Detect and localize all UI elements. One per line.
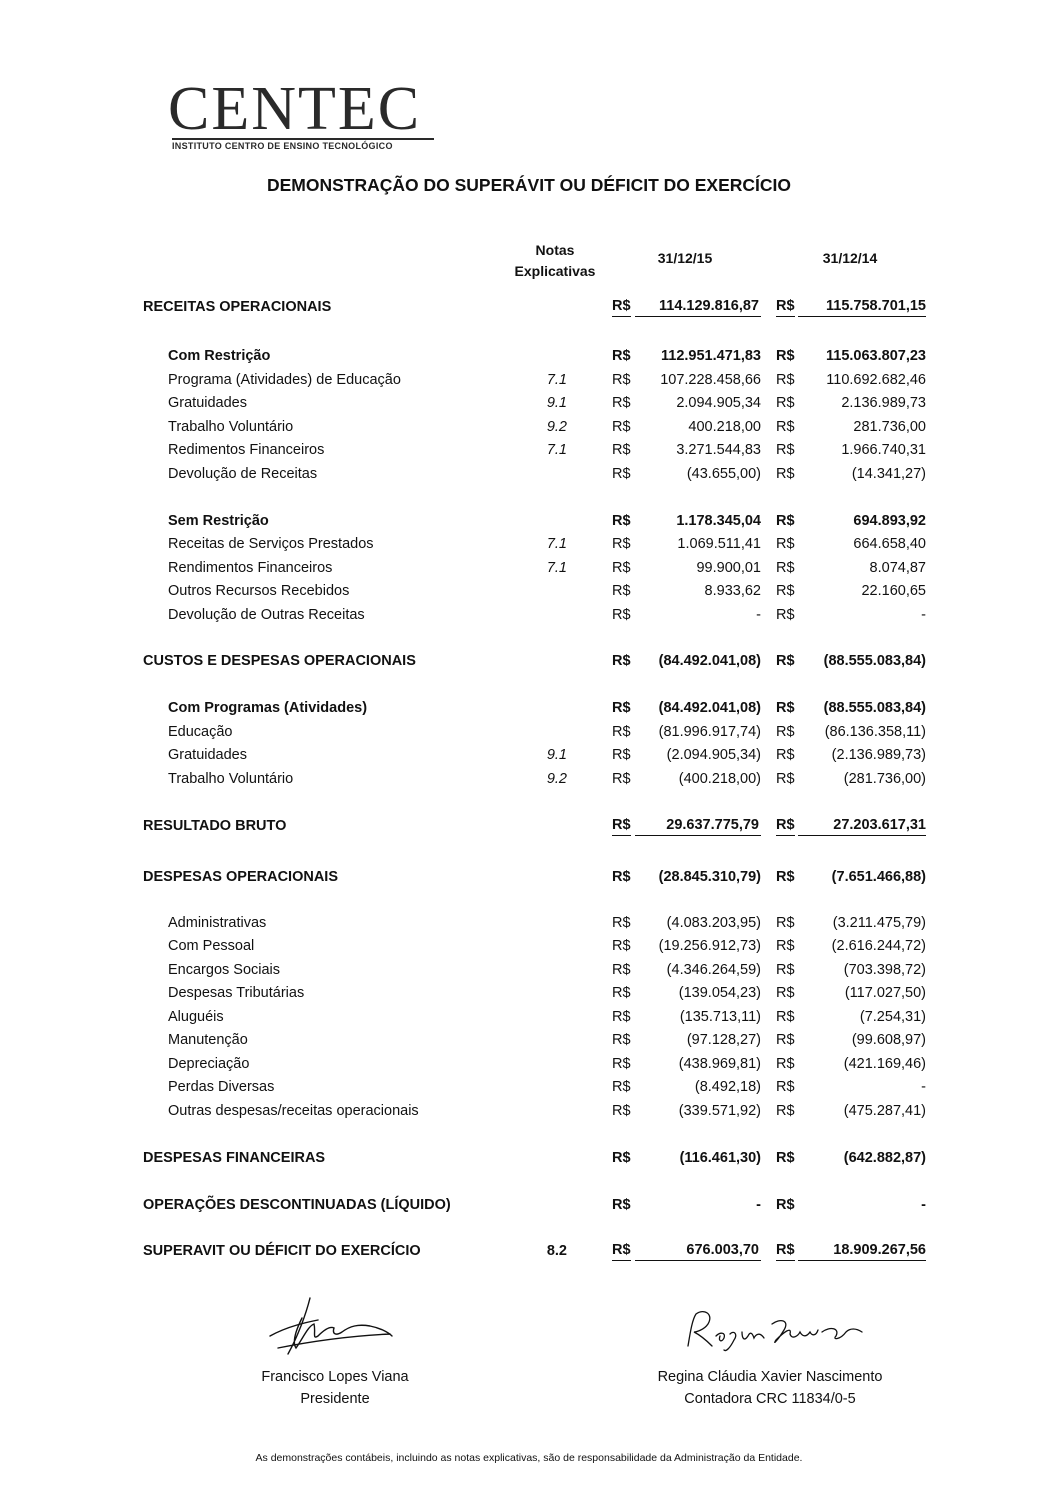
document-title: DEMONSTRAÇÃO DO SUPERÁVIT OU DÉFICIT DO EXERCÍCIO — [266, 175, 792, 195]
row-currency-2015: R$ — [612, 747, 631, 763]
row-currency-2014: R$ — [776, 607, 795, 623]
row-value-2015: (2.094.905,34) — [666, 747, 761, 763]
row-currency-2014: R$ — [776, 985, 795, 1001]
row-value-2015: (8.492,18) — [694, 1079, 761, 1095]
row-value-2014: 8.074,87 — [869, 560, 926, 576]
row-currency-2014: R$ — [776, 395, 795, 411]
table-row — [0, 866, 1058, 888]
row-note: 9.2 — [546, 771, 567, 787]
row-value-2014: 1.966.740,31 — [841, 442, 926, 458]
row-currency-2014: R$ — [776, 583, 795, 599]
row-currency-2015: R$ — [612, 296, 631, 317]
row-label: Despesas Tributárias — [168, 985, 305, 1001]
table-row — [0, 1053, 1058, 1075]
table-row — [0, 557, 1058, 579]
header-col-2014: 31/12/14 — [822, 250, 878, 266]
row-value-2015: 400.218,00 — [688, 419, 761, 435]
row-label: Trabalho Voluntário — [168, 419, 294, 435]
row-value-2014: 664.658,40 — [853, 536, 926, 552]
table-row — [0, 1029, 1058, 1051]
row-currency-2015: R$ — [612, 700, 631, 716]
table-row — [0, 533, 1058, 555]
row-currency-2014: R$ — [776, 747, 795, 763]
row-label: Educação — [168, 724, 233, 740]
table-row — [0, 1100, 1058, 1122]
row-currency-2015: R$ — [612, 1240, 631, 1261]
row-currency-2014: R$ — [776, 815, 795, 836]
table-row — [0, 510, 1058, 532]
row-label: Depreciação — [168, 1056, 250, 1072]
signer-role: Presidente — [300, 1391, 370, 1407]
table-row — [0, 912, 1058, 934]
row-value-2015: (81.996.917,74) — [658, 724, 761, 740]
row-value-2014: - — [921, 607, 926, 623]
header-col-2015: 31/12/15 — [657, 250, 713, 266]
table-row — [0, 296, 1058, 318]
row-value-2015: (400.218,00) — [678, 771, 761, 787]
row-currency-2015: R$ — [612, 653, 631, 669]
row-label: RECEITAS OPERACIONAIS — [143, 299, 332, 315]
row-value-2015: (19.256.912,73) — [658, 938, 761, 954]
row-currency-2014: R$ — [776, 1150, 795, 1166]
row-currency-2015: R$ — [612, 583, 631, 599]
row-note: 9.1 — [546, 395, 567, 411]
row-currency-2014: R$ — [776, 296, 795, 317]
row-currency-2015: R$ — [612, 607, 631, 623]
row-value-2015: - — [756, 1197, 761, 1213]
table-row — [0, 697, 1058, 719]
row-value-2014: (281.736,00) — [843, 771, 926, 787]
row-value-2015: (84.492.041,08) — [658, 653, 761, 669]
row-currency-2015: R$ — [612, 869, 631, 885]
table-row — [0, 345, 1058, 367]
logo-wordmark: CENTEC — [168, 75, 422, 143]
row-currency-2014: R$ — [776, 1197, 795, 1213]
table-row — [0, 1076, 1058, 1098]
table-row — [0, 1240, 1058, 1262]
row-value-2015: (84.492.041,08) — [658, 700, 761, 716]
row-value-2014: (88.555.083,84) — [823, 700, 926, 716]
table-row — [0, 416, 1058, 438]
row-label: Devolução de Receitas — [168, 466, 318, 482]
row-value-2015: (4.083.203,95) — [666, 915, 761, 931]
row-label: Programa (Atividades) de Educação — [168, 372, 401, 388]
table-row — [0, 815, 1058, 837]
row-currency-2015: R$ — [612, 915, 631, 931]
row-value-2015: 114.129.816,87 — [635, 296, 761, 317]
row-value-2015: (43.655,00) — [686, 466, 761, 482]
signer-name: Regina Cláudia Xavier Nascimento — [657, 1369, 883, 1385]
row-currency-2014: R$ — [776, 724, 795, 740]
row-value-2014: 281.736,00 — [853, 419, 926, 435]
row-value-2014: (7.254,31) — [859, 1009, 926, 1025]
row-currency-2014: R$ — [776, 771, 795, 787]
row-value-2014: - — [921, 1197, 926, 1213]
row-value-2014: 115.063.807,23 — [826, 348, 926, 364]
signature-francisco-drawing — [258, 1296, 398, 1358]
row-value-2015: (135.713,11) — [679, 1009, 761, 1025]
row-currency-2014: R$ — [776, 348, 795, 364]
row-currency-2015: R$ — [612, 771, 631, 787]
row-label: Devolução de Outras Receitas — [168, 607, 365, 623]
row-label: Com Programas (Atividades) — [168, 700, 368, 716]
row-value-2014: - — [921, 1079, 926, 1095]
table-row — [0, 768, 1058, 790]
row-currency-2015: R$ — [612, 1103, 631, 1119]
row-label: Outros Recursos Recebidos — [168, 583, 350, 599]
row-currency-2014: R$ — [776, 700, 795, 716]
row-note: 7.1 — [546, 372, 567, 388]
row-value-2014: (475.287,41) — [843, 1103, 926, 1119]
row-label: Com Pessoal — [168, 938, 255, 954]
row-value-2014: 27.203.617,31 — [798, 815, 926, 836]
row-currency-2014: R$ — [776, 653, 795, 669]
row-currency-2014: R$ — [776, 1103, 795, 1119]
row-currency-2015: R$ — [612, 1079, 631, 1095]
row-label: Sem Restrição — [168, 513, 269, 529]
row-value-2015: (339.571,92) — [678, 1103, 761, 1119]
row-value-2014: 694.893,92 — [853, 513, 926, 529]
row-value-2015: 676.003,70 — [635, 1240, 761, 1261]
row-value-2015: - — [756, 607, 761, 623]
row-currency-2014: R$ — [776, 560, 795, 576]
row-currency-2014: R$ — [776, 938, 795, 954]
row-value-2014: (3.211.475,79) — [832, 915, 926, 931]
row-currency-2015: R$ — [612, 1197, 631, 1213]
row-label: Gratuidades — [168, 747, 247, 763]
row-value-2014: 2.136.989,73 — [841, 395, 926, 411]
row-currency-2014: R$ — [776, 442, 795, 458]
row-currency-2014: R$ — [776, 466, 795, 482]
row-note: 9.2 — [546, 419, 567, 435]
row-value-2014: (703.398,72) — [843, 962, 926, 978]
row-label: Gratuidades — [168, 395, 247, 411]
row-currency-2014: R$ — [776, 1240, 795, 1261]
table-row — [0, 1194, 1058, 1216]
row-currency-2014: R$ — [776, 1079, 795, 1095]
row-label: CUSTOS E DESPESAS OPERACIONAIS — [143, 653, 416, 669]
table-row — [0, 935, 1058, 957]
row-label: Com Restrição — [168, 348, 271, 364]
row-currency-2015: R$ — [612, 985, 631, 1001]
row-currency-2014: R$ — [776, 372, 795, 388]
signer-role: Contadora CRC 11834/0-5 — [684, 1391, 856, 1407]
row-currency-2015: R$ — [612, 724, 631, 740]
table-row — [0, 369, 1058, 391]
row-value-2015: (116.461,30) — [679, 1150, 761, 1166]
row-label: SUPERAVIT OU DÉFICIT DO EXERCÍCIO — [143, 1243, 421, 1259]
table-row — [0, 1006, 1058, 1028]
row-currency-2015: R$ — [612, 1056, 631, 1072]
row-value-2015: 1.069.511,41 — [677, 536, 761, 552]
row-currency-2015: R$ — [612, 395, 631, 411]
row-value-2015: (97.128,27) — [686, 1032, 761, 1048]
row-label: Perdas Diversas — [168, 1079, 275, 1095]
row-label: Receitas de Serviços Prestados — [168, 536, 374, 552]
header-notes-line1: Notas — [535, 242, 575, 258]
row-currency-2015: R$ — [612, 962, 631, 978]
footer-disclaimer: As demonstrações contábeis, incluindo as notas explicativas, são de responsabilidade da Administração da Entidade. — [255, 1452, 803, 1464]
row-currency-2015: R$ — [612, 1150, 631, 1166]
row-value-2014: 110.692.682,46 — [826, 372, 926, 388]
row-note: 7.1 — [546, 442, 567, 458]
signer-name: Francisco Lopes Viana — [261, 1369, 409, 1385]
row-label: DESPESAS FINANCEIRAS — [143, 1150, 326, 1166]
row-note: 8.2 — [546, 1243, 567, 1259]
row-value-2014: (86.136.358,11) — [824, 724, 926, 740]
row-note: 7.1 — [546, 560, 567, 576]
row-value-2014: (2.136.989,73) — [831, 747, 926, 763]
row-label: Encargos Sociais — [168, 962, 281, 978]
row-value-2015: 99.900,01 — [696, 560, 761, 576]
table-row — [0, 721, 1058, 743]
row-value-2014: 22.160,65 — [861, 583, 926, 599]
row-label: Manutenção — [168, 1032, 248, 1048]
row-label: Redimentos Financeiros — [168, 442, 325, 458]
row-currency-2014: R$ — [776, 419, 795, 435]
row-currency-2015: R$ — [612, 513, 631, 529]
row-note: 7.1 — [546, 536, 567, 552]
signature-block-accountant — [620, 1366, 920, 1410]
row-currency-2015: R$ — [612, 938, 631, 954]
row-value-2014: 18.909.267,56 — [798, 1240, 926, 1261]
row-currency-2015: R$ — [612, 442, 631, 458]
row-currency-2014: R$ — [776, 869, 795, 885]
table-row — [0, 982, 1058, 1004]
table-row — [0, 1147, 1058, 1169]
row-note: 9.1 — [546, 747, 567, 763]
row-value-2014: (642.882,87) — [843, 1150, 926, 1166]
row-currency-2015: R$ — [612, 1032, 631, 1048]
header-notes-line2: Explicativas — [514, 263, 596, 279]
row-currency-2015: R$ — [612, 560, 631, 576]
row-currency-2014: R$ — [776, 915, 795, 931]
row-currency-2015: R$ — [612, 466, 631, 482]
row-value-2014: 115.758.701,15 — [798, 296, 926, 317]
logo-subtitle: INSTITUTO CENTRO DE ENSINO TECNOLÓGICO — [172, 138, 434, 151]
row-value-2014: (2.616.244,72) — [831, 938, 926, 954]
row-value-2015: (438.969,81) — [678, 1056, 761, 1072]
row-value-2014: (117.027,50) — [844, 985, 926, 1001]
table-row — [0, 580, 1058, 602]
row-label: RESULTADO BRUTO — [143, 818, 287, 834]
row-currency-2014: R$ — [776, 962, 795, 978]
row-value-2015: (28.845.310,79) — [658, 869, 761, 885]
row-value-2014: (14.341,27) — [851, 466, 926, 482]
row-value-2015: (139.054,23) — [678, 985, 761, 1001]
table-row — [0, 463, 1058, 485]
row-currency-2014: R$ — [776, 1056, 795, 1072]
row-label: Trabalho Voluntário — [168, 771, 294, 787]
row-value-2015: 3.271.544,83 — [676, 442, 761, 458]
table-row — [0, 439, 1058, 461]
row-label: Aluguéis — [168, 1009, 224, 1025]
row-currency-2015: R$ — [612, 372, 631, 388]
table-row — [0, 604, 1058, 626]
row-value-2015: 107.228.458,66 — [660, 372, 761, 388]
row-currency-2015: R$ — [612, 536, 631, 552]
table-row — [0, 959, 1058, 981]
row-value-2015: 2.094.905,34 — [676, 395, 761, 411]
row-value-2014: (88.555.083,84) — [823, 653, 926, 669]
table-row — [0, 650, 1058, 672]
table-row — [0, 744, 1058, 766]
signature-regina-drawing — [680, 1306, 880, 1354]
row-value-2014: (7.651.466,88) — [831, 869, 926, 885]
row-label: Outras despesas/receitas operacionais — [168, 1103, 419, 1119]
row-currency-2015: R$ — [612, 348, 631, 364]
row-currency-2014: R$ — [776, 536, 795, 552]
row-currency-2014: R$ — [776, 1032, 795, 1048]
row-currency-2014: R$ — [776, 1009, 795, 1025]
row-value-2014: (99.608,97) — [851, 1032, 926, 1048]
row-value-2014: (421.169,46) — [843, 1056, 926, 1072]
row-value-2015: (4.346.264,59) — [666, 962, 761, 978]
row-label: DESPESAS OPERACIONAIS — [143, 869, 338, 885]
row-value-2015: 8.933,62 — [704, 583, 761, 599]
row-label: Administrativas — [168, 915, 267, 931]
signature-block-president — [230, 1366, 440, 1410]
row-currency-2015: R$ — [612, 419, 631, 435]
row-currency-2015: R$ — [612, 815, 631, 836]
row-label: Rendimentos Financeiros — [168, 560, 333, 576]
row-value-2015: 1.178.345,04 — [676, 513, 761, 529]
row-currency-2015: R$ — [612, 1009, 631, 1025]
row-label: OPERAÇÕES DESCONTINUADAS (LÍQUIDO) — [143, 1197, 451, 1213]
row-currency-2014: R$ — [776, 513, 795, 529]
row-value-2015: 112.951.471,83 — [661, 348, 761, 364]
table-row — [0, 392, 1058, 414]
row-value-2015: 29.637.775,79 — [635, 815, 761, 836]
